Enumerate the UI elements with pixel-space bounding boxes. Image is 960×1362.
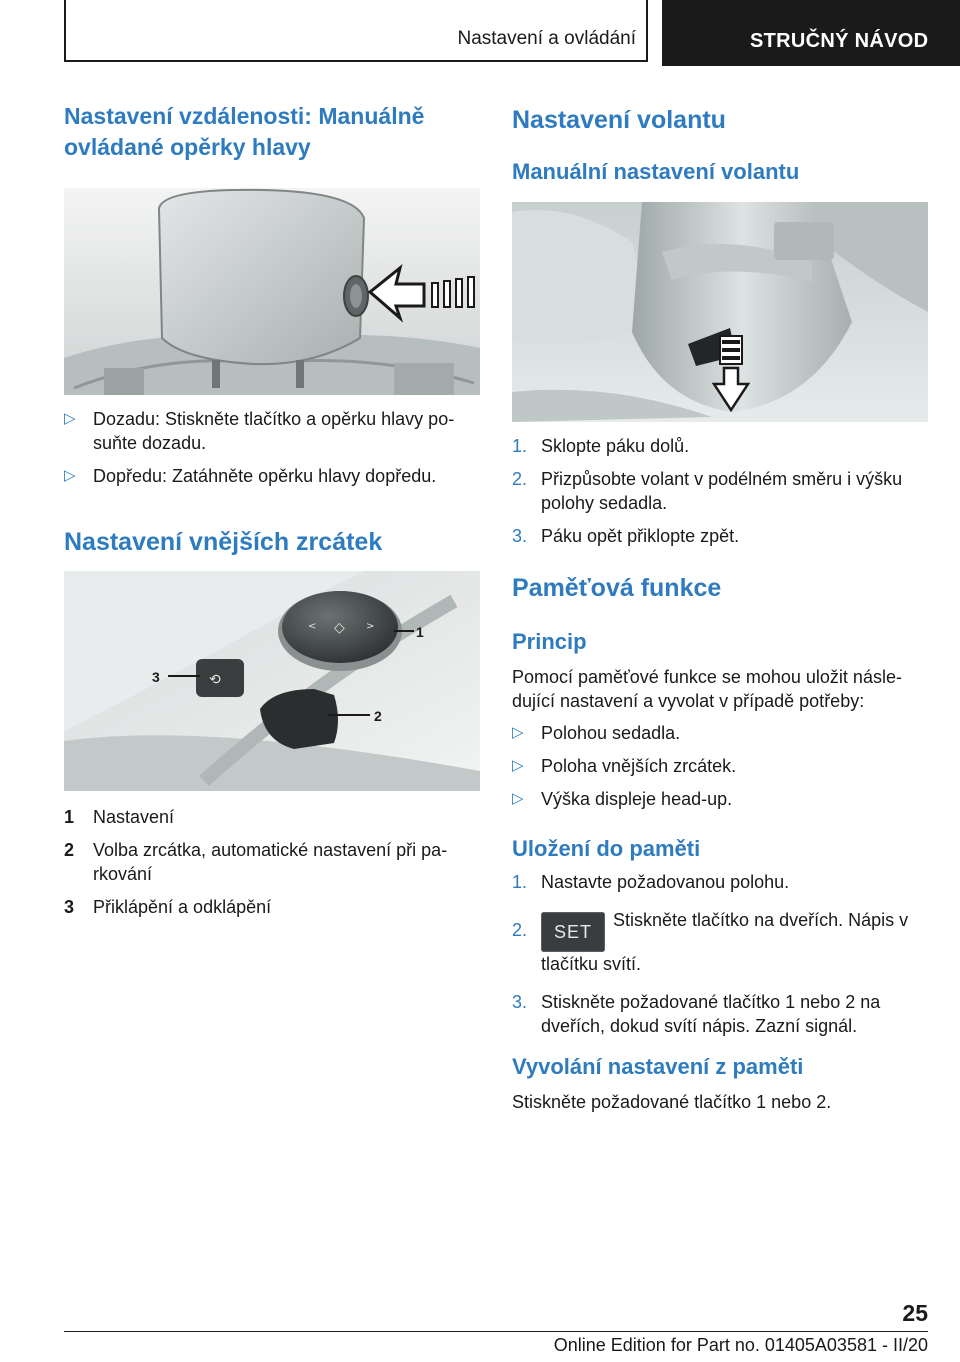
legend-item: 3 Přiklápění a odklápění	[64, 897, 272, 917]
headrest-list	[64, 407, 480, 497]
steering-steps	[512, 434, 928, 557]
step-item: 1. Sklopte páku dolů.	[512, 436, 690, 456]
page-number: 25	[902, 1300, 928, 1326]
step-item: 3. Páku opět přiklopte zpět.	[512, 526, 740, 546]
triangle-bullet-icon: ▷	[512, 757, 524, 774]
step-item: 3. Stiskněte požadované tlačítko 1 nebo 2 na dveřích, dokud svítí nápis. Zazní signál.	[512, 992, 881, 1036]
mirrors-legend	[64, 805, 480, 928]
header-section-title: Nastavení a ovládání	[457, 28, 636, 49]
list-item: ▷ Dozadu: Stiskněte tlačítko a opěrku hlavy po- suňte dozadu.	[64, 409, 455, 453]
step-item: 2. Přizpůsobte volant v podélném směru i výšku polohy sedadla.	[512, 469, 903, 513]
header-tab: STRUČNÝ NÁVOD	[662, 0, 960, 66]
list-item: ▷ Výška displeje head-up.	[512, 789, 733, 809]
headrest-image	[64, 188, 480, 395]
mirrors-title: Nastavení vnějších zrcátek	[64, 528, 383, 556]
step-item: 1. Nastavte požadovanou polohu.	[512, 872, 790, 892]
headrest-title-line2: ovládané opěrky hlavy	[64, 134, 311, 160]
memory-title: Paměťová funkce	[512, 574, 722, 602]
principle-title: Princip	[512, 629, 587, 654]
save-title: Uložení do paměti	[512, 836, 701, 861]
list-item: ▷ Dopředu: Zatáhněte opěrku hlavy dopředu.	[64, 466, 437, 486]
list-item: ▷ Poloha vnějších zrcátek.	[512, 756, 737, 776]
recall-title: Vyvolání nastavení z paměti	[512, 1054, 804, 1079]
steering-subtitle: Manuální nastavení volantu	[512, 159, 800, 184]
triangle-bullet-icon: ▷	[64, 410, 76, 427]
svg-text:<: <	[308, 621, 317, 632]
set-button-icon: SET	[541, 912, 605, 952]
triangle-bullet-icon: ▷	[512, 790, 524, 807]
triangle-bullet-icon: ▷	[512, 724, 524, 741]
footer-divider	[64, 1331, 928, 1332]
callout-2: 2	[374, 708, 382, 724]
save-steps	[512, 870, 928, 1047]
svg-text:>: >	[366, 621, 375, 632]
mirror-controls-image	[64, 571, 480, 791]
memory-items	[512, 721, 928, 820]
footer-edition: Online Edition for Part no. 01405A03581 - II/20	[553, 1335, 928, 1355]
triangle-bullet-icon: ▷	[64, 467, 76, 484]
svg-text:◇: ◇	[334, 620, 345, 636]
legend-item: 1 Nastavení	[64, 807, 175, 827]
list-item: ▷ Polohou sedadla.	[512, 723, 681, 743]
callout-3: 3	[152, 669, 160, 685]
step-item: 2. SETStiskněte tlačítko na dveřích. Nápis v tlačítku svítí.	[512, 910, 909, 974]
principle-text: Pomocí paměťové funkce se mohou uložit násle- dující nastavení a vyvolat v případě potřeby:	[512, 667, 902, 711]
headrest-title	[64, 101, 424, 163]
recall-text: Stiskněte požadované tlačítko 1 nebo 2.	[512, 1092, 832, 1112]
legend-item: 2 Volba zrcátka, automatické nastavení při pa- rkování	[64, 840, 448, 884]
headrest-title-line1: Nastavení vzdálenosti: Manuálně	[64, 103, 425, 129]
svg-text:⟲: ⟲	[209, 672, 221, 688]
callout-1: 1	[416, 624, 424, 640]
steering-lever-image	[512, 202, 928, 422]
steering-title: Nastavení volantu	[512, 106, 726, 134]
